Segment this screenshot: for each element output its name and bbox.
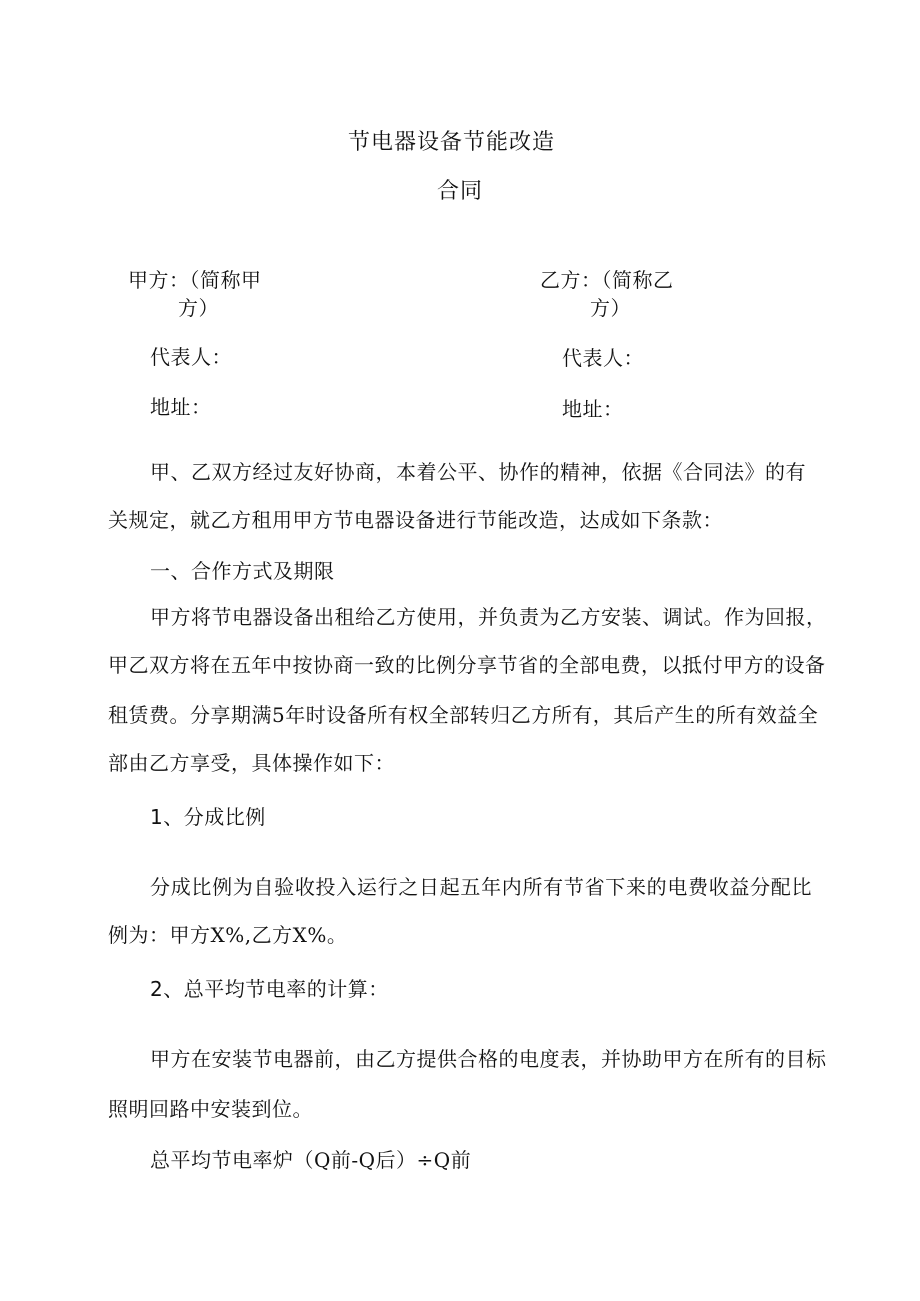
section-1-line: 部由乙方享受，具体操作如下： <box>108 751 395 775</box>
section-1-line: 租赁费。分享期满5年时设备所有权全部转归乙方所有，其后产生的所有效益全 <box>108 703 819 727</box>
item-2-line: 照明回路中安装到位。 <box>108 1097 313 1121</box>
item-2-heading: 2、总平均节电率的计算： <box>150 977 389 1001</box>
item-2-paragraph <box>108 1047 827 1071</box>
section-1-line: 甲乙双方将在五年中按协商一致的比例分享节省的全部电费，以抵付甲方的设备 <box>108 653 826 677</box>
section-1-heading: 一、合作方式及期限 <box>150 559 335 583</box>
intro-line: 关规定，就乙方租用甲方节电器设备进行节能改造，达成如下条款： <box>108 508 723 532</box>
party-b-label: 乙方：（简称乙 <box>540 268 674 292</box>
item-2-line: 甲方在安装节电器前，由乙方提供合格的电度表，并协助甲方在所有的目标 <box>150 1047 827 1071</box>
item-1-paragraph <box>108 875 812 899</box>
document-title-cont: 合同 <box>437 179 484 204</box>
party-b-address: 地址： <box>562 397 624 421</box>
intro-paragraph <box>108 460 806 484</box>
item-1-line: 分成比例为自验收投入运行之日起五年内所有节省下来的电费收益分配比 <box>150 875 812 899</box>
item-1-line: 例为：甲方X%,乙方X%。 <box>108 923 348 947</box>
party-b-representative: 代表人： <box>562 346 644 370</box>
party-a-label-cont: 方） <box>178 296 219 320</box>
savings-rate-formula: 总平均节电率炉（Q前-Q后）÷Q前 <box>150 1148 472 1172</box>
party-a-representative: 代表人： <box>150 345 232 369</box>
section-1-paragraph <box>108 605 827 629</box>
item-1-heading: 1、分成比例 <box>150 805 266 829</box>
document-title: 节电器设备节能改造 <box>348 130 556 155</box>
party-b-label-cont: 方） <box>590 296 631 320</box>
intro-line: 甲、乙双方经过友好协商，本着公平、协作的精神，依据《合同法》的有 <box>150 460 806 484</box>
party-a-address: 地址： <box>150 395 212 419</box>
party-a-label: 甲方：（简称甲 <box>128 268 262 292</box>
section-1-line: 甲方将节电器设备出租给乙方使用，并负责为乙方安装、调试。作为回报， <box>150 605 827 629</box>
